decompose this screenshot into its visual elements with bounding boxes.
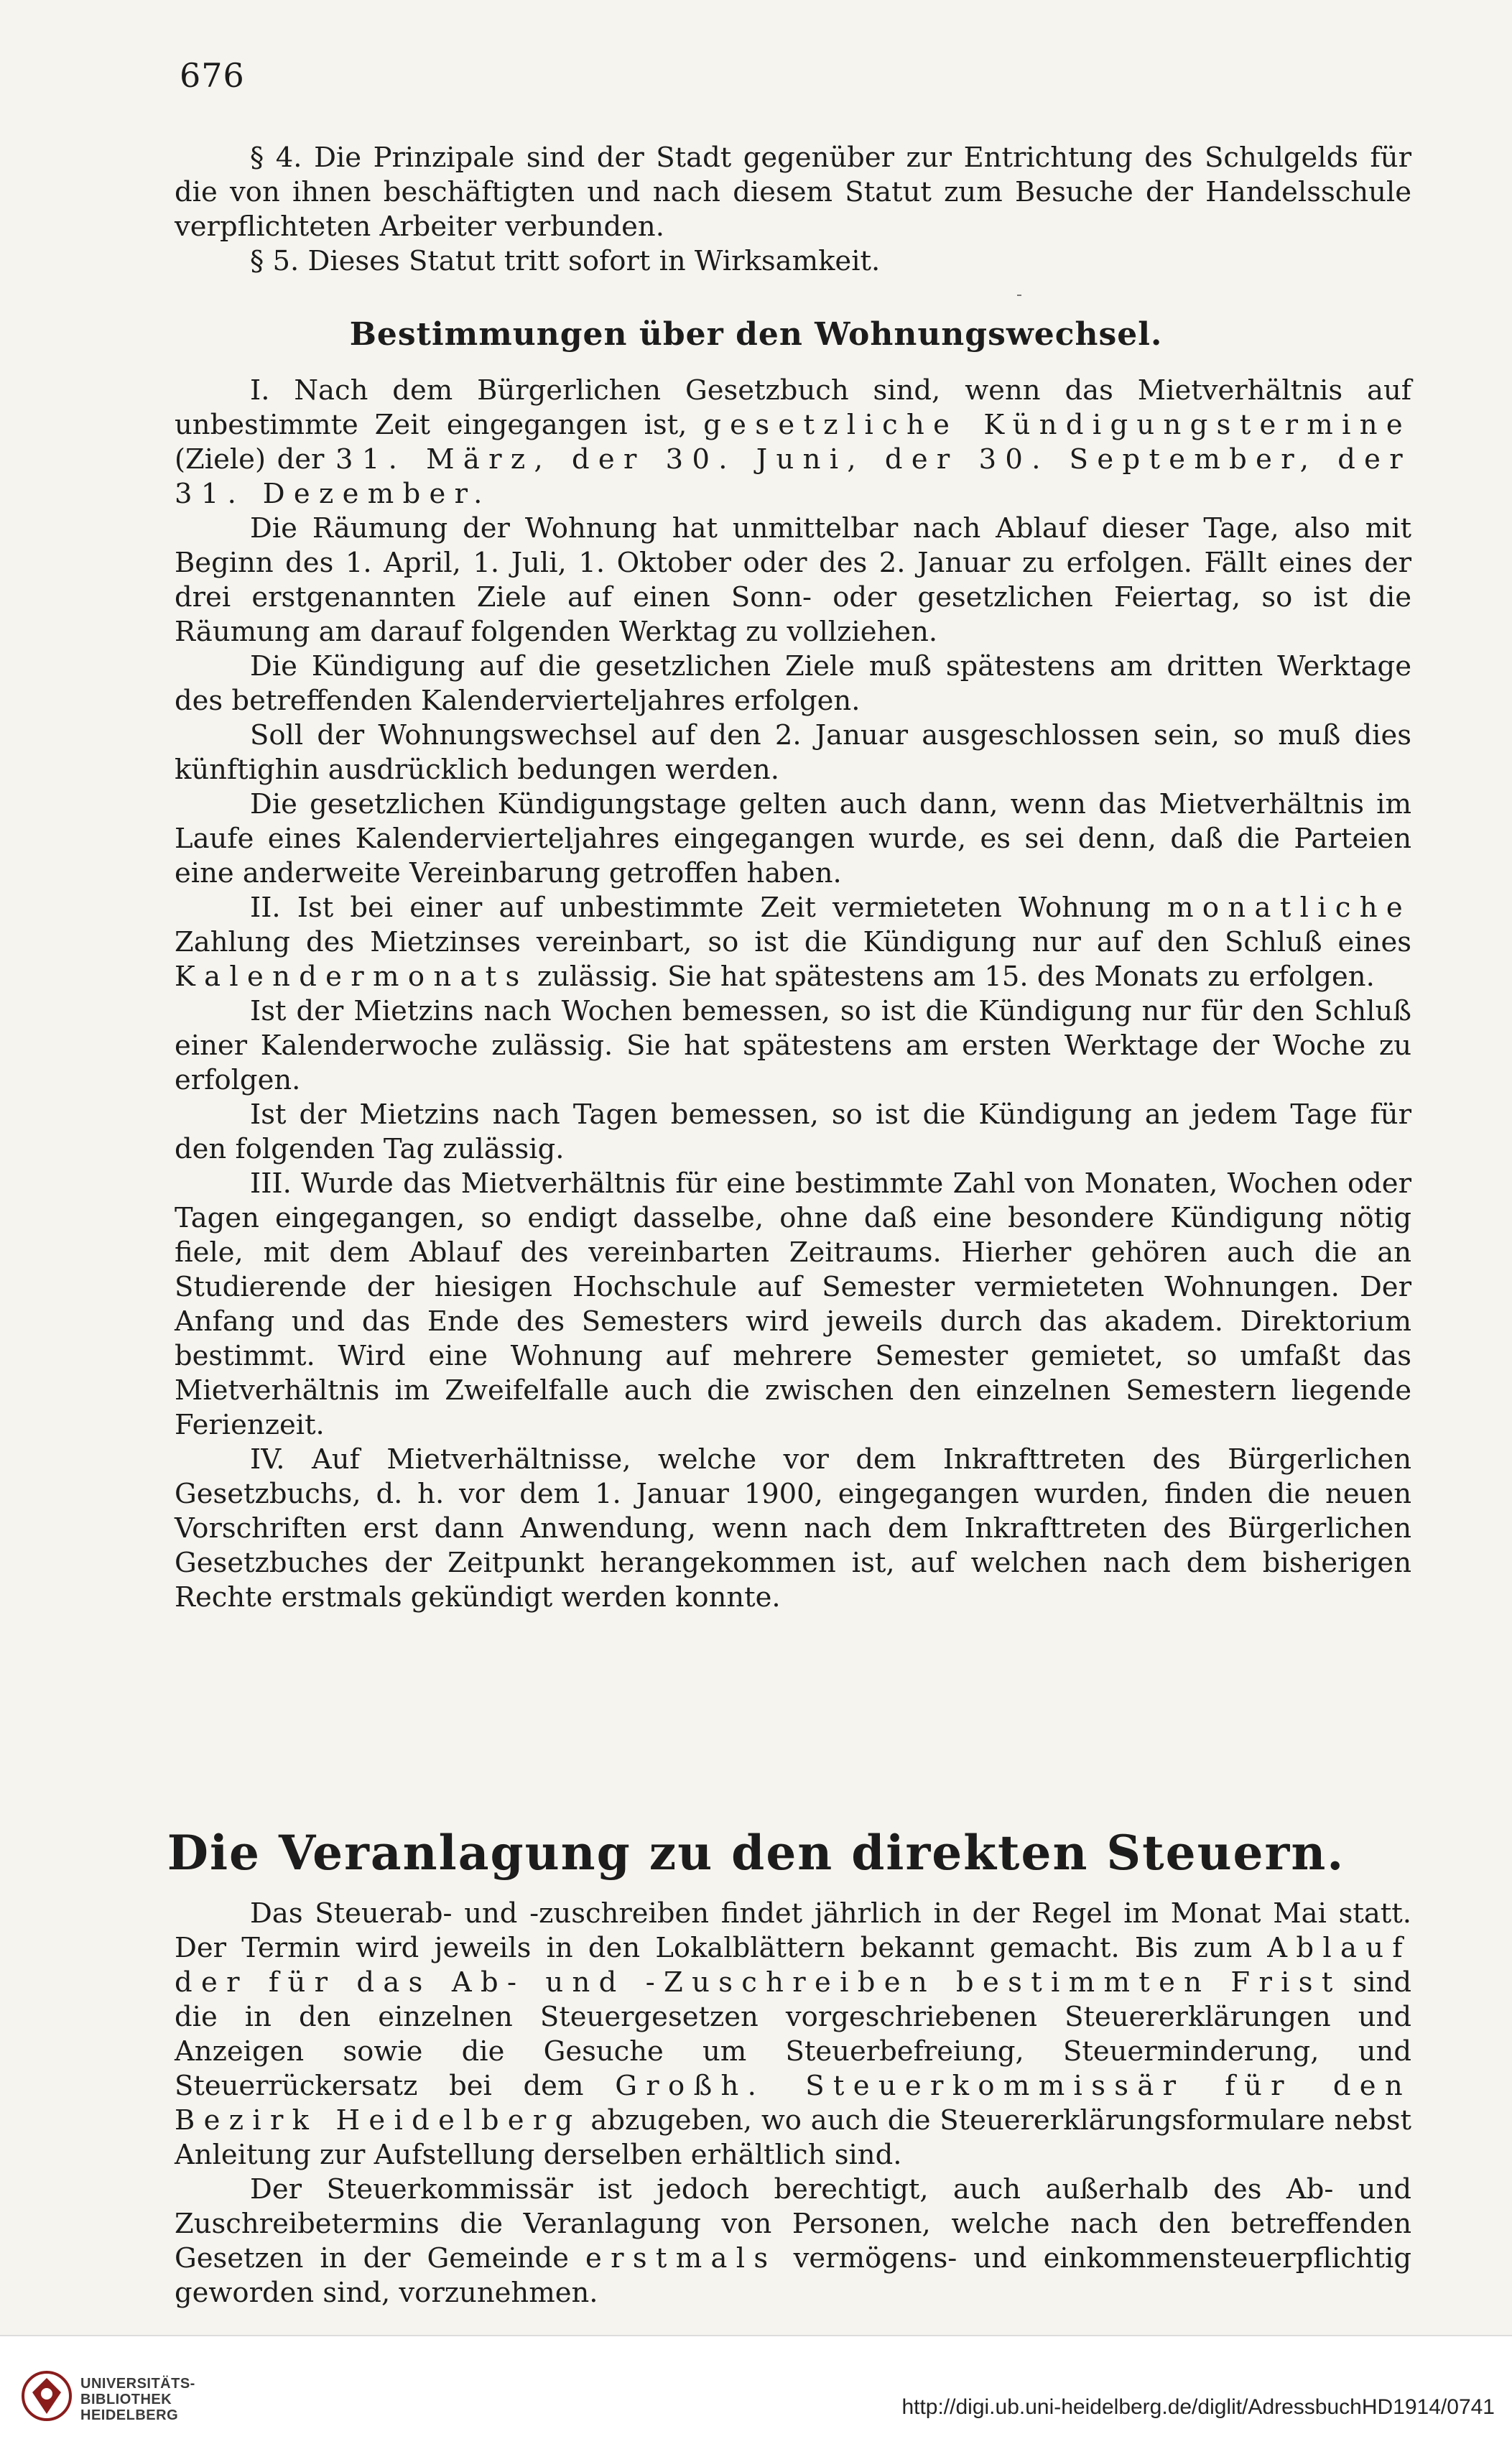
emphasis-erstmals: erstmals	[585, 2242, 777, 2275]
institution-name: UNIVERSITÄTS- BIBLIOTHEK HEIDELBERG	[80, 2376, 195, 2423]
section-III: III. Wurde das Mietverhältnis für eine bestimmte Zahl von Monaten, Wochen oder Tagen eingegangen, so endigt dasselbe, ohne daß eine besondere Kündigung nötig fiele, mit dem Ablauf des vereinbarten Zeitraums. Hierher gehören auch die an Studierende der hiesigen Hochschule auf Semester vermieteten Wohnungen. Der Anfang und das Ende des Semesters wird jeweils durch das akadem. Direktorium bestimmt. Wird eine Wohnung auf mehrere Semester gemietet, so umfaßt das Mietverhältnis im Zweifelfalle auch die zwischen den einzelnen Semestern liegende Ferienzeit.	[175, 1167, 1411, 1441]
section-II: II. Ist bei einer auf unbestimmte Zeit vermieteten Wohnung monatliche Zahlung des Mietzinses vereinbart, so ist die Kündigung nur auf den Schluß eines Kalendermonats zulässig. Sie hat spätestens am 15. des Monats zu erfolgen.	[175, 892, 1411, 993]
paragraph-4: § 4. Die Prinzipale sind der Stadt gegenüber zur Entrichtung des Schulgelds für die von ihnen beschäftigten und nach diesem Statut zum Besuche der Handelsschule verpflichteten Arbeiter verbunden.	[175, 142, 1411, 243]
page-number: 676	[180, 56, 245, 95]
emphasis-dates: 31. März, der 30. Juni, der 30. September, der 31. Dezember.	[175, 443, 1411, 510]
paragraph-raeumung: Die Räumung der Wohnung hat unmittelbar nach Ablauf dieser Tage, also mit Beginn des 1. April, 1. Juli, 1. Oktober oder des 2. Januar zu erfolgen. Fällt eines der drei erstgenannten Ziele auf einen Sonn- oder gesetzlichen Feiertag, so ist die Räumung am darauf folgenden Werktag zu vollziehen.	[175, 512, 1411, 648]
emphasis-kuendigungstermine: gesetzliche Kündigungstermine	[703, 409, 1411, 441]
steuern-body	[175, 1897, 1411, 2310]
emphasis-frist: Ablauf der für das Ab- und -Zuschreiben bestimmten Frist	[175, 1932, 1411, 1999]
paragraph-steuerkommissaer: Der Steuerkommissär ist jedoch berechtigt, auch außerhalb des Ab- und Zuschreibetermins die Veranlagung von Personen, welche nach den betreffenden Gesetzen in der Gemeinde erstmals vermögens- und einkommensteuerpflichtig geworden sind, vorzunehmen.	[175, 2173, 1411, 2309]
emphasis-monatliche: monatliche	[1167, 892, 1411, 924]
emphasis-steuerkommissaer: Großh. Steuerkommissär für den Bezirk Heidelberg	[175, 2070, 1412, 2137]
statute-paragraphs	[175, 141, 1411, 279]
section-heading-steuern: Die Veranlagung zu den direkten Steuern.	[167, 1825, 1345, 1881]
source-url-link[interactable]: http://digi.ub.uni-heidelberg.de/diglit/AdressbuchHD1914/0741	[901, 2395, 1495, 2419]
paragraph-januar: Soll der Wohnungswechsel auf den 2. Januar ausgeschlossen sein, so muß dies künftighin ausdrücklich bedungen werden.	[175, 719, 1411, 786]
paragraph-wochen: Ist der Mietzins nach Wochen bemessen, so ist die Kündigung nur für den Schluß einer Kalenderwoche zulässig. Sie hat spätestens am ersten Werktage der Woche zu erfolgen.	[175, 995, 1411, 1096]
paragraph-steuerabschreiben: Das Steuerab- und -zuschreiben findet jährlich in der Regel im Monat Mai statt. Der Termin wird jeweils in den Lokalblättern bekannt gemacht. Bis zum Ablauf der für das Ab- und -Zuschreiben bestimmten Frist sind die in den einzelnen Steuergesetzen vorgeschriebenen Steuererklärungen und Anzeigen sowie die Gesuche um Steuerbefreiung, Steuerminderung, und Steuerrückersatz bei dem Großh. Steuerkommissär für den Bezirk Heidelberg abzugeben, wo auch die Steuererklärungsformulare nebst Anleitung zur Aufstellung derselben erhältlich sind.	[175, 1897, 1412, 2171]
university-library-logo	[22, 2371, 72, 2421]
divider-mark	[1017, 295, 1021, 296]
paragraph-kuendigung: Die Kündigung auf die gesetzlichen Ziele muß spätestens am dritten Werktage des betreffenden Kalendervierteljahres erfolgen.	[175, 650, 1411, 717]
paragraph-tagen: Ist der Mietzins nach Tagen bemessen, so ist die Kündigung an jedem Tage für den folgenden Tag zulässig.	[175, 1098, 1411, 1165]
section-I: I. Nach dem Bürgerlichen Gesetzbuch sind, wenn das Mietverhältnis auf unbestimmte Zeit eingegangen ist, gesetzliche Kündigungstermine (Ziele) der 31. März, der 30. Juni, der 30. September, der 31. Dezember.	[175, 374, 1411, 510]
paragraph-5: § 5. Dieses Statut tritt sofort in Wirksamkeit.	[250, 245, 881, 277]
paragraph-kuendigungstage: Die gesetzlichen Kündigungstage gelten auch dann, wenn das Mietverhältnis im Laufe eines Kalendervierteljahres eingegangen wurde, es sei denn, daß die Parteien eine anderweite Vereinbarung getroffen haben.	[175, 788, 1411, 889]
emphasis-kalendermonats: Kalendermonats	[175, 961, 529, 993]
library-footer	[0, 2335, 1512, 2457]
section-heading-wohnungswechsel: Bestimmungen über den Wohnungswechsel.	[349, 316, 1163, 353]
wohnungswechsel-body	[175, 374, 1411, 1615]
section-IV: IV. Auf Mietverhältnisse, welche vor dem Inkrafttreten des Bürgerlichen Gesetzbuchs, d. h. vor dem 1. Januar 1900, eingegangen wurden, finden die neuen Vorschriften erst dann Anwendung, wenn nach dem Inkrafttreten des Bürgerlichen Gesetzbuches der Zeitpunkt herangekommen ist, auf welchen nach dem bisherigen Rechte erstmals gekündigt werden konnte.	[175, 1443, 1411, 1614]
